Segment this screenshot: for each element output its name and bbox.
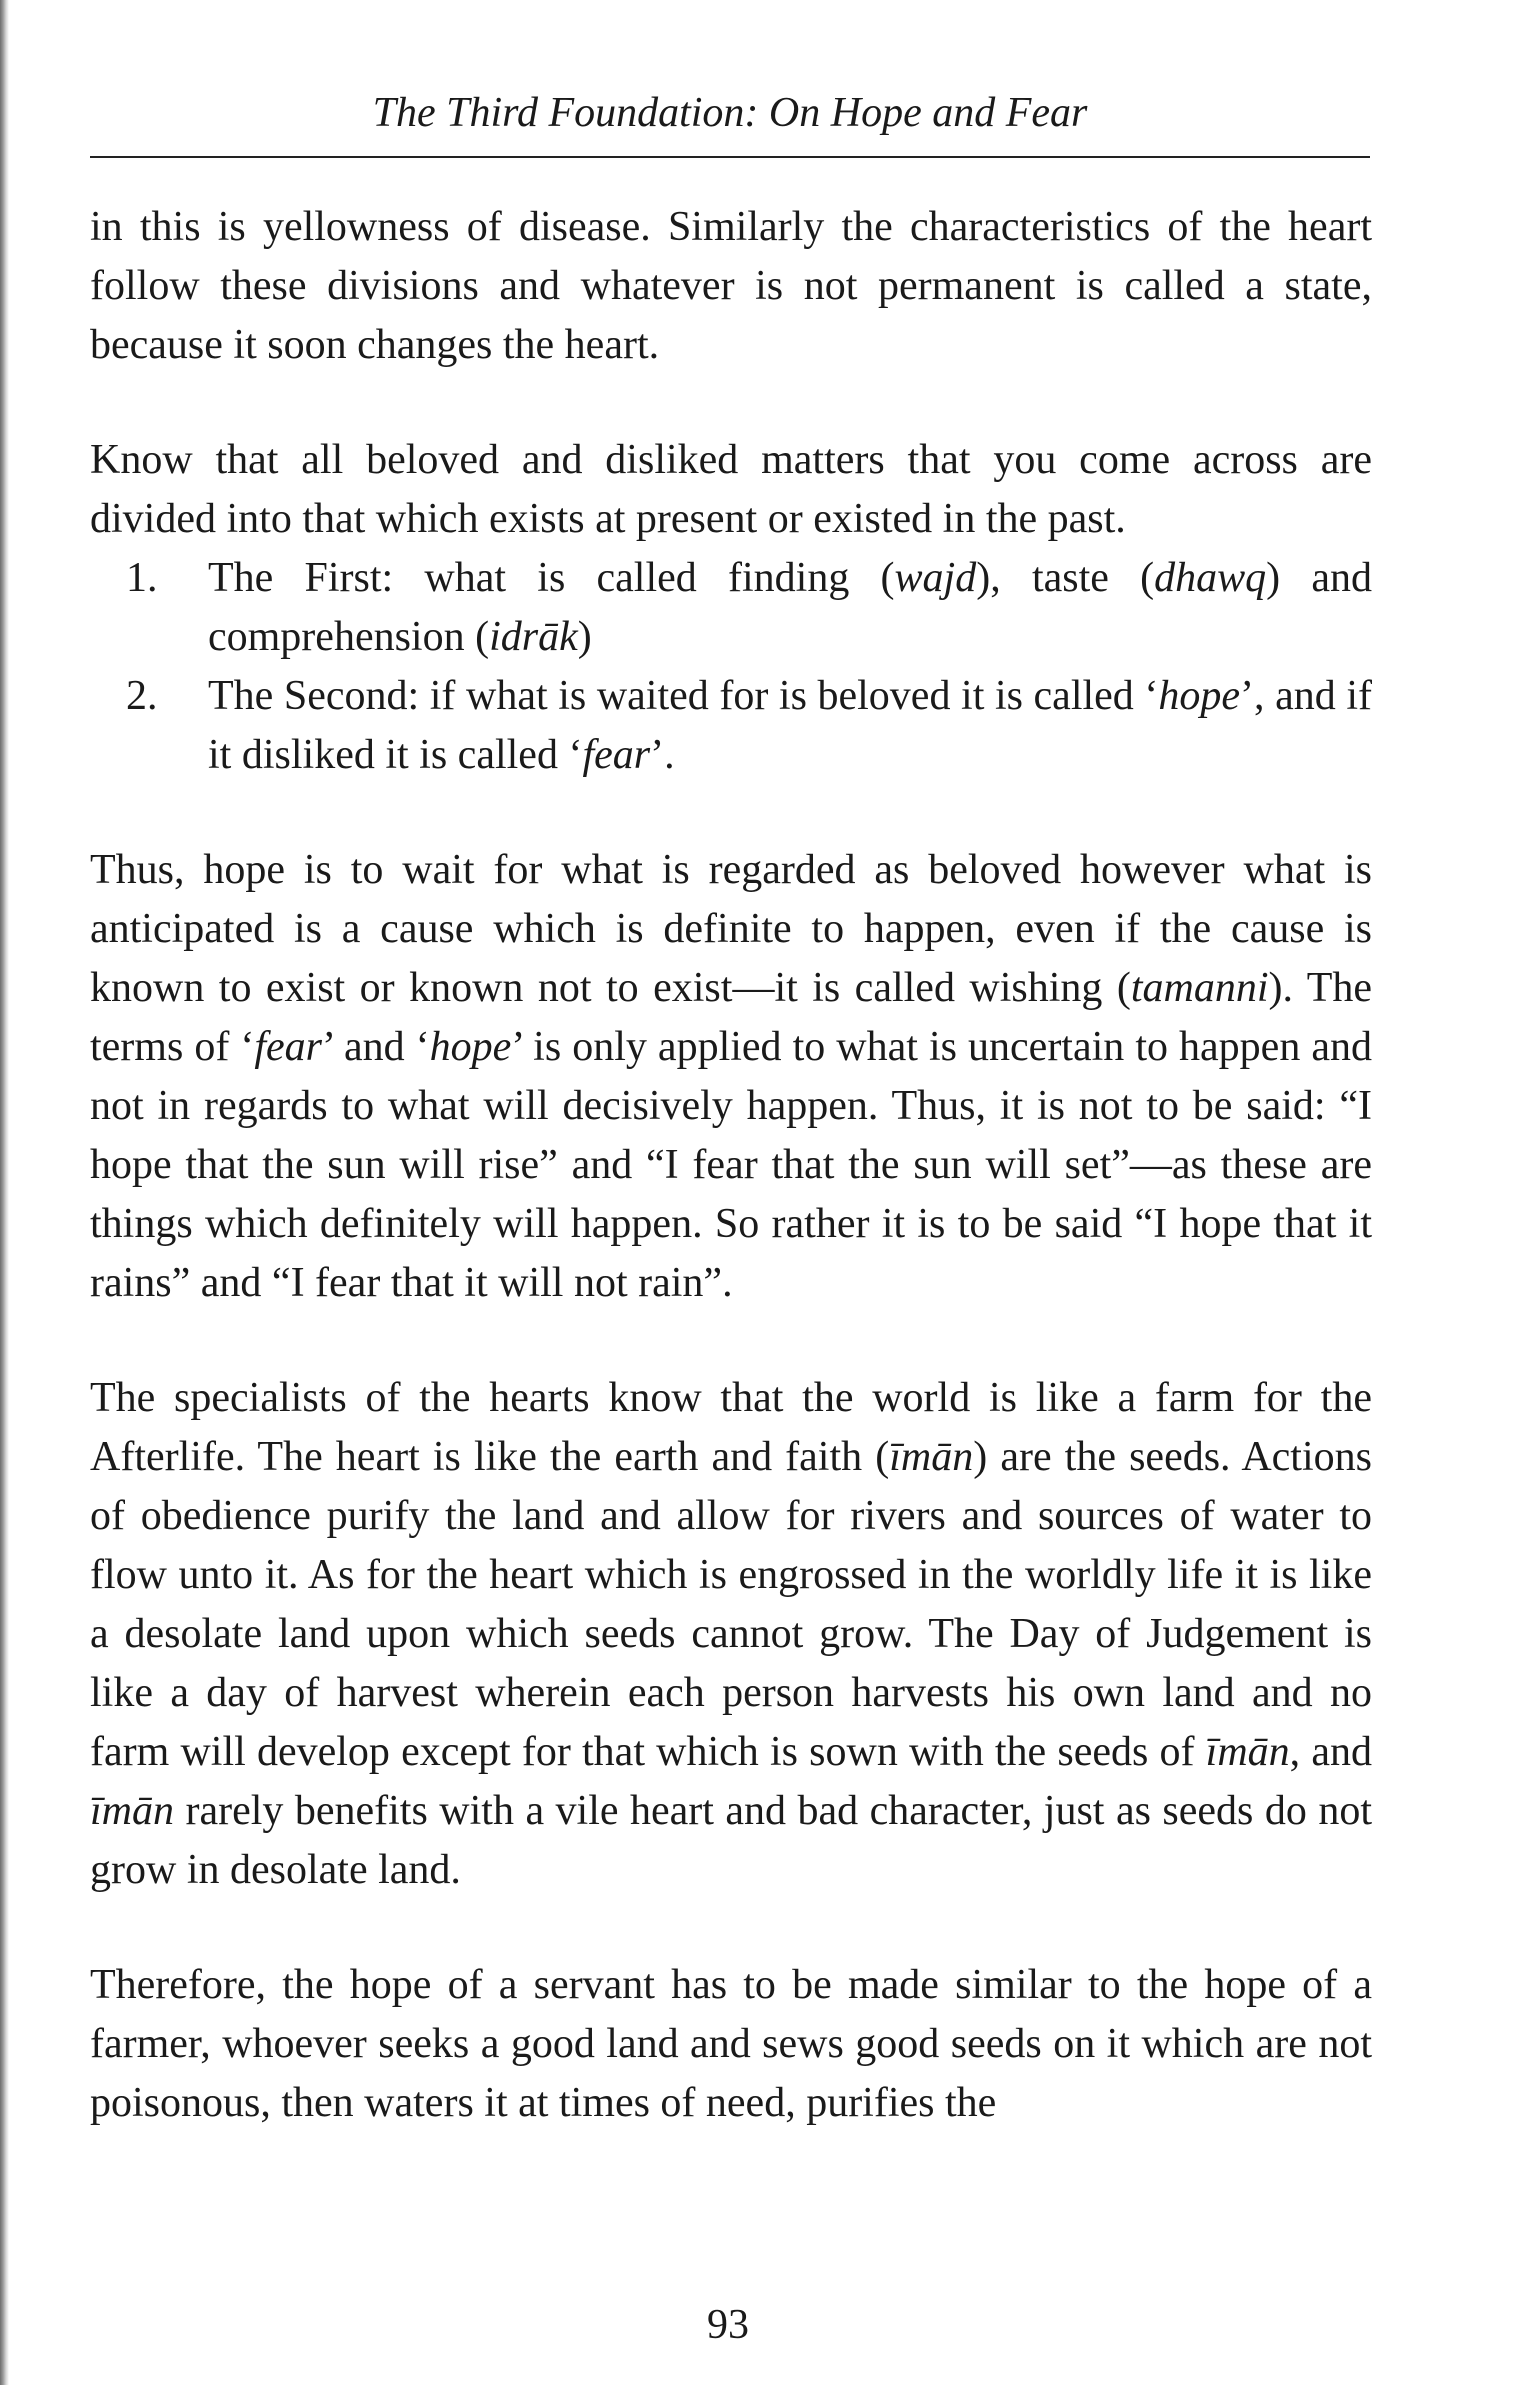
list-text: The First: what is called finding (: [208, 555, 895, 601]
list-item: [90, 667, 1372, 785]
paragraph-text: ). The terms of ‘: [90, 965, 1373, 1070]
paragraph-5: Therefore, the hope of a servant has to be made similar to the hope of a farmer, whoever seeks a good land and sews good seeds on it which are not poisonous, then waters it at times of need, purifies the: [90, 1962, 1372, 2126]
list-item: [90, 549, 1372, 667]
list-text: ’, and if it disliked it is called ‘: [208, 673, 1372, 778]
transliterated-term: īmān: [889, 1434, 974, 1480]
paragraph-text: The specialists of the hearts know that the world is like a farm for the Afterlife. The heart is like the earth and faith (: [90, 1375, 1372, 1480]
paragraph-2: Know that all beloved and disliked matters that you come across are divided into that which exists at present or existed in the past.: [90, 437, 1372, 542]
running-head: The Third Foundation: On Hope and Fear: [372, 90, 1088, 136]
header-rule: [90, 156, 1370, 158]
body-text: [90, 198, 1372, 2133]
list-text: ’.: [650, 732, 675, 778]
paragraph-text: rarely benefits with a vile heart and bad character, just as seeds do not grow in desolate land.: [90, 1788, 1372, 1893]
paragraph-3: [90, 841, 1372, 1313]
transliterated-term: īmān: [90, 1788, 174, 1834]
paragraph-1: in this is yellowness of disease. Similarly the characteristics of the heart follow these divisions and whatever is not permanent is called a state, because it soon changes the heart.: [90, 204, 1372, 368]
paragraph-text: ’ is only applied to what is uncertain to happen and not in regards to what will decisively happen. Thus, it is not to be said: “I hope that the sun will rise” and “I fear that the sun will set”—as these are things which definitely will happen. So rather it is to be said “I hope that it rains” and “I fear that it will not rain”.: [90, 1024, 1372, 1306]
emphasized-term: fear: [582, 732, 651, 778]
paragraph-text: , and: [1289, 1729, 1372, 1775]
list-number: 2.: [126, 673, 158, 719]
emphasized-term: hope: [1158, 673, 1241, 719]
transliterated-term: īmān: [1205, 1729, 1290, 1775]
paragraph-4: [90, 1369, 1372, 1900]
list-text: The Second: if what is waited for is beloved it is called ‘: [208, 673, 1159, 719]
list-number: 1.: [126, 555, 158, 601]
emphasized-term: fear: [254, 1024, 323, 1070]
transliterated-term: tamanni: [1130, 965, 1269, 1011]
paragraph-text: ) are the seeds. Actions of obedience purify the land and allow for rivers and sources of water to flow unto it. As for the heart which is engrossed in the worldly life it is like a desolate land upon which seeds cannot grow. The Day of Judgement is like a day of harvest wherein each person harvests his own land and no farm will develop except for that which is sown with the seeds of: [90, 1434, 1372, 1775]
binding-edge-shadow: [0, 0, 9, 2385]
list-text: ): [577, 614, 592, 660]
transliterated-term: dhawq: [1154, 555, 1267, 601]
transliterated-term: idrāk: [489, 614, 578, 660]
list-text: ) and comprehension (: [208, 555, 1372, 660]
emphasized-term: hope: [429, 1024, 512, 1070]
transliterated-term: wajd: [894, 555, 977, 601]
page-number: 93: [707, 2302, 749, 2348]
paragraph-text: Thus, hope is to wait for what is regarded as beloved however what is anticipated is a cause which is definite to happen, even if the cause is known to exist or known not to exist—it is called wishing (: [90, 847, 1372, 1011]
numbered-list: [90, 549, 1372, 785]
list-text: ), taste (: [976, 555, 1155, 601]
paragraph-text: ’ and ‘: [322, 1024, 430, 1070]
